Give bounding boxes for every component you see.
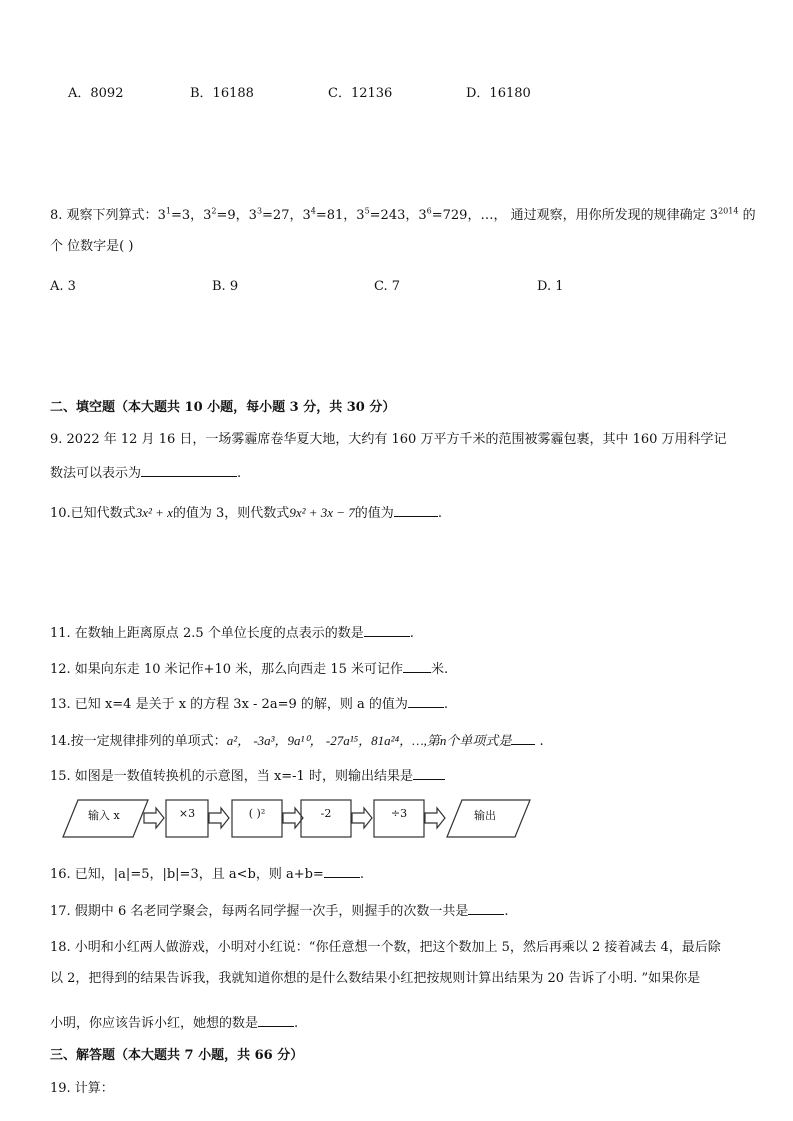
q7-option-c: C．12136	[328, 86, 393, 101]
q9-period: .	[237, 466, 242, 481]
q17-text: 17. 假期中 6 名老同学聚会，每两名同学握一次手，则握手的次数一共是	[50, 904, 469, 919]
q8-ellipsis: …，	[480, 208, 507, 223]
q17-answer-blank	[468, 902, 504, 915]
q11-line	[50, 622, 414, 641]
q8-option-c: C. 7	[374, 279, 401, 294]
q8-power-4: $3^4=81$，	[302, 206, 357, 223]
q11-answer-blank	[364, 624, 410, 637]
q7-option-d: D．16180	[466, 86, 531, 101]
arrow-1	[144, 808, 164, 828]
q16-line	[50, 863, 364, 882]
q8-line2: 个 位数字是( )	[50, 239, 134, 254]
q19-line: 19. 计算：	[50, 1081, 114, 1096]
q7-option-b: B．16188	[190, 86, 254, 101]
q16-answer-blank	[324, 865, 360, 878]
q8-number: 8.	[50, 208, 63, 223]
q8-target: $3^{2014}$	[709, 206, 739, 223]
q10-text-a: 10.已知代数式	[50, 506, 136, 521]
flow-input-label: 输入 x	[88, 809, 120, 822]
q17-line	[50, 900, 508, 919]
q8-mid: 通过观察，用你所发现的规律确定	[510, 208, 706, 223]
arrow-5	[425, 808, 445, 828]
q10-line	[50, 502, 442, 521]
q8-suffix: 的	[742, 208, 756, 223]
q16-period: .	[359, 867, 364, 882]
q14-text: 14.按一定规律排列的单项式：	[50, 734, 227, 749]
q8-option-b: B. 9	[212, 279, 239, 294]
flow-step2-label: ( )²	[248, 807, 266, 820]
q8-power-2: $3^2=9$，	[203, 206, 249, 223]
q18-period: .	[294, 1016, 299, 1031]
q18-text: 小明，你应该告诉小红，她想的数是	[50, 1016, 259, 1031]
q14-answer-blank	[511, 732, 535, 745]
q13-answer-blank	[408, 695, 444, 708]
q11-period: .	[409, 626, 414, 641]
flow-step3-label: -2	[320, 807, 332, 820]
q12-text: 12. 如果向东走 10 米记作+10 米，那么向西走 15 米可记作	[50, 662, 403, 677]
q13-line	[50, 693, 448, 712]
q14-line	[50, 730, 544, 749]
q8-power-1: $3^1=3$，	[157, 206, 204, 223]
q12-line	[50, 658, 448, 677]
q8-power-6: $3^6=729$，	[418, 206, 481, 223]
q11-text: 11. 在数轴上距离原点 2.5 个单位长度的点表示的数是	[50, 626, 364, 641]
q14-period: .	[539, 734, 544, 749]
flow-output-label: 输出	[474, 809, 496, 822]
q8-power-5: $3^5=243$，	[356, 206, 419, 223]
q7-option-a: A．8092	[68, 86, 124, 101]
q18-answer-blank	[258, 1014, 294, 1027]
q8-option-a: A. 3	[50, 279, 76, 294]
q16-text: 16. 已知，|a|=5，|b|=3，且 a<b，则 a+b=	[50, 867, 324, 882]
arrow-3	[283, 808, 303, 828]
q8-option-d: D. 1	[537, 279, 564, 294]
q15-answer-blank	[413, 767, 445, 780]
q17-period: .	[504, 904, 509, 919]
q13-period: .	[443, 697, 449, 712]
q8-power-3: $3^3=27$，	[248, 206, 303, 223]
q10-period: .	[437, 506, 442, 521]
section2-title: 二、填空题（本大题共 10 小题，每小题 3 分，共 30 分）	[50, 400, 396, 415]
q8-powers	[158, 208, 481, 223]
section3-title: 三、解答题（本大题共 7 小题，共 66 分）	[50, 1048, 304, 1063]
q12-suffix: 米.	[431, 662, 449, 677]
q18-line1: 18. 小明和小红两人做游戏，小明对小红说：“你任意想一个数，把这个数加上 5，然后再乘以 2 接着减去 4，最后除	[50, 940, 721, 955]
q10-expr2: 9x² + 3x − 7	[289, 505, 355, 520]
q18-line2: 以 2，把得到的结果告诉我，我就知道你想的是什么数结果小红把按规则计算出结果为 20 告诉了小明. ”如果你是	[50, 971, 701, 986]
q12-answer-blank	[403, 660, 431, 673]
q9-line1: 9. 2022 年 12 月 16 日，一场雾霾席卷华夏大地，大约有 160 万平方千米的范围被雾霾包裹，其中 160 万用科学记	[50, 432, 727, 447]
q14-terms: a²， -3a³，9a¹⁰， -27a¹⁵，81a²⁴，…,第n个单项式是	[226, 733, 512, 748]
q9-answer-blank	[141, 464, 237, 477]
q9-line2	[50, 462, 241, 481]
flow-step1-label: ×3	[178, 807, 196, 820]
q10-text-c: 的值为	[354, 506, 394, 521]
q8-line1	[50, 204, 756, 223]
q8-prefix: 观察下列算式：	[66, 208, 158, 223]
q10-expr1: 3x² + x	[135, 505, 173, 520]
q13-text: 13. 已知 x=4 是关于 x 的方程 3x - 2a=9 的解，则 a 的值为	[50, 697, 408, 712]
q9-text: 数法可以表示为	[50, 466, 142, 481]
q10-text-b: 的值为 3，则代数式	[172, 506, 290, 521]
q15-line	[50, 765, 445, 784]
q15-text: 15. 如图是一数值转换机的示意图，当 x=-1 时，则输出结果是	[50, 769, 413, 784]
q15-flowchart	[60, 795, 540, 845]
arrow-2	[209, 808, 229, 828]
arrow-4	[352, 808, 372, 828]
q18-line3	[50, 1012, 298, 1031]
flow-step4-label: ÷3	[390, 807, 408, 820]
q10-answer-blank	[394, 504, 438, 517]
